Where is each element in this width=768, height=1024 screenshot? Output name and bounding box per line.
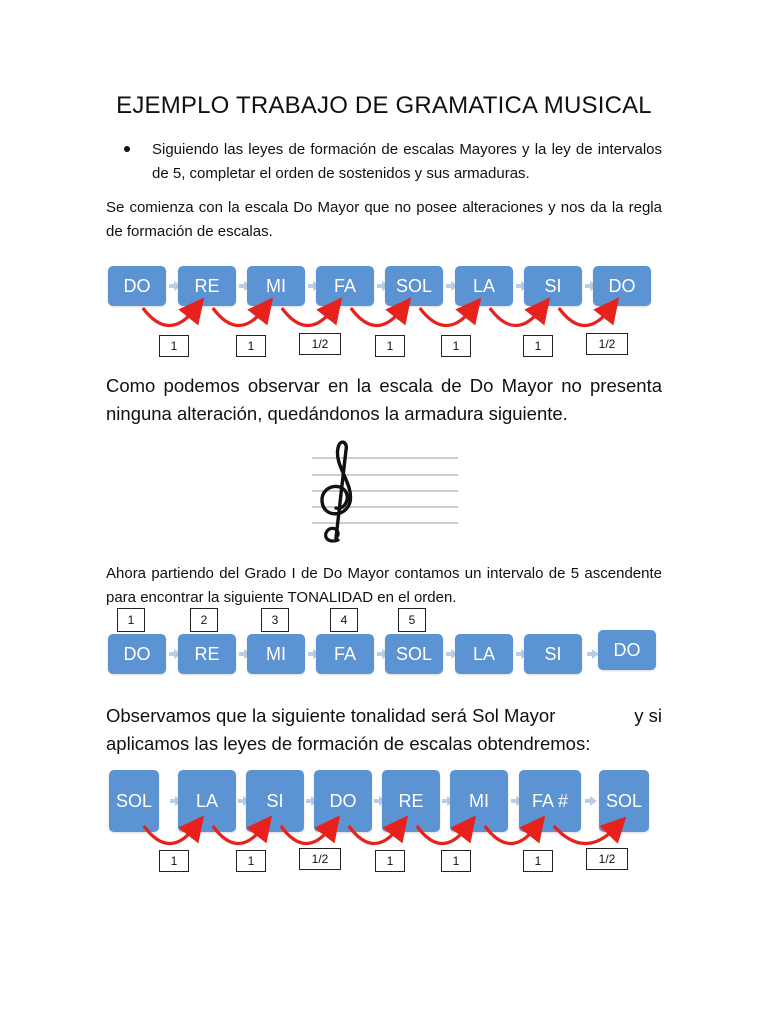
do-scale-note-4: FA: [316, 266, 374, 306]
sol-text-line1: Observamos que la siguiente tonalidad será Sol Mayor: [106, 705, 556, 726]
fifth-degree-2: 2: [190, 608, 218, 632]
fifth-degree-4: 4: [330, 608, 358, 632]
sol-scale-interval-2: 1: [236, 850, 266, 872]
do-scale-note-8: DO: [593, 266, 651, 306]
treble-clef-icon: [322, 442, 351, 541]
page-title: EJEMPLO TRABAJO DE GRAMATICA MUSICAL: [116, 92, 652, 119]
intro-paragraph: Se comienza con la escala Do Mayor que no posee alteraciones y nos da la regla de formación de escalas.: [106, 199, 662, 240]
sol-scale-interval-7: 1/2: [586, 848, 628, 870]
sol-scale-note-6: MI: [450, 770, 508, 832]
sol-scale-interval-5: 1: [441, 850, 471, 872]
staff: [308, 440, 458, 557]
do-scale-interval-3: 1/2: [299, 333, 341, 355]
fifth-degree-3: 3: [261, 608, 289, 632]
fifth-note-3: MI: [247, 634, 305, 674]
do-scale-arrow-4: [351, 308, 401, 326]
do-scale-interval-1: 1: [159, 335, 189, 357]
do-scale-arrow-6: [490, 308, 540, 326]
fifth-note-1: DO: [108, 634, 166, 674]
sol-scale-note-4: DO: [314, 770, 372, 832]
do-scale-interval-7: 1/2: [586, 333, 628, 355]
chevron-right-icon: [590, 796, 597, 806]
do-scale-note-6: LA: [455, 266, 513, 306]
do-scale-note-5: SOL: [385, 266, 443, 306]
do-scale-arrow-3: [282, 308, 332, 326]
fifth-paragraph: Ahora partiendo del Grado I de Do Mayor contamos un intervalo de 5 ascendente para encontrar la siguiente TONALIDAD en el orden.: [106, 565, 662, 606]
sol-scale-interval-6: 1: [523, 850, 553, 872]
fifth-note-5: SOL: [385, 634, 443, 674]
do-scale-arrow-1: [143, 308, 194, 326]
instruction-text: Siguiendo las leyes de formación de escalas Mayores y la ley de intervalos de 5, completar el orden de sostenidos y sus armaduras.: [152, 141, 662, 182]
sol-text-line1-end: y si: [634, 705, 662, 726]
do-scale-interval-5: 1: [441, 335, 471, 357]
do-scale-arrow-7: [559, 308, 609, 326]
do-scale-interval-6: 1: [523, 335, 553, 357]
fifth-note-8: DO: [598, 630, 656, 670]
sol-text-line2: aplicamos las leyes de formación de escalas obtendremos:: [106, 733, 591, 754]
sol-scale-note-5: RE: [382, 770, 440, 832]
fifth-note-2: RE: [178, 634, 236, 674]
do-scale-arrow-5: [420, 308, 471, 326]
sol-scale-note-2: LA: [178, 770, 236, 832]
fifth-degree-5: 5: [398, 608, 426, 632]
do-scale-note-7: SI: [524, 266, 582, 306]
sol-scale-note-7: FA #: [519, 770, 581, 832]
staff-svg: [308, 440, 458, 552]
do-scale-note-1: DO: [108, 266, 166, 306]
fifth-note-4: FA: [316, 634, 374, 674]
do-scale-note-2: RE: [178, 266, 236, 306]
sol-scale-note-1: SOL: [109, 770, 159, 832]
sol-scale-interval-3: 1/2: [299, 848, 341, 870]
sol-scale-interval-4: 1: [375, 850, 405, 872]
do-scale-arrow-2: [213, 308, 263, 326]
observe-paragraph: Como podemos observar en la escala de Do Mayor no presenta ninguna alteración, quedándonos la armadura siguiente.: [106, 375, 662, 424]
sol-scale-interval-1: 1: [159, 850, 189, 872]
fifth-note-7: SI: [524, 634, 582, 674]
do-scale-note-3: MI: [247, 266, 305, 306]
do-scale-interval-2: 1: [236, 335, 266, 357]
sol-paragraph: [106, 702, 662, 758]
sol-scale-note-3: SI: [246, 770, 304, 832]
fifth-degree-1: 1: [117, 608, 145, 632]
do-scale-interval-4: 1: [375, 335, 405, 357]
fifth-note-6: LA: [455, 634, 513, 674]
bullet-icon: [124, 146, 130, 152]
sol-scale-note-8: SOL: [599, 770, 649, 832]
instruction-bullet: [128, 138, 662, 186]
